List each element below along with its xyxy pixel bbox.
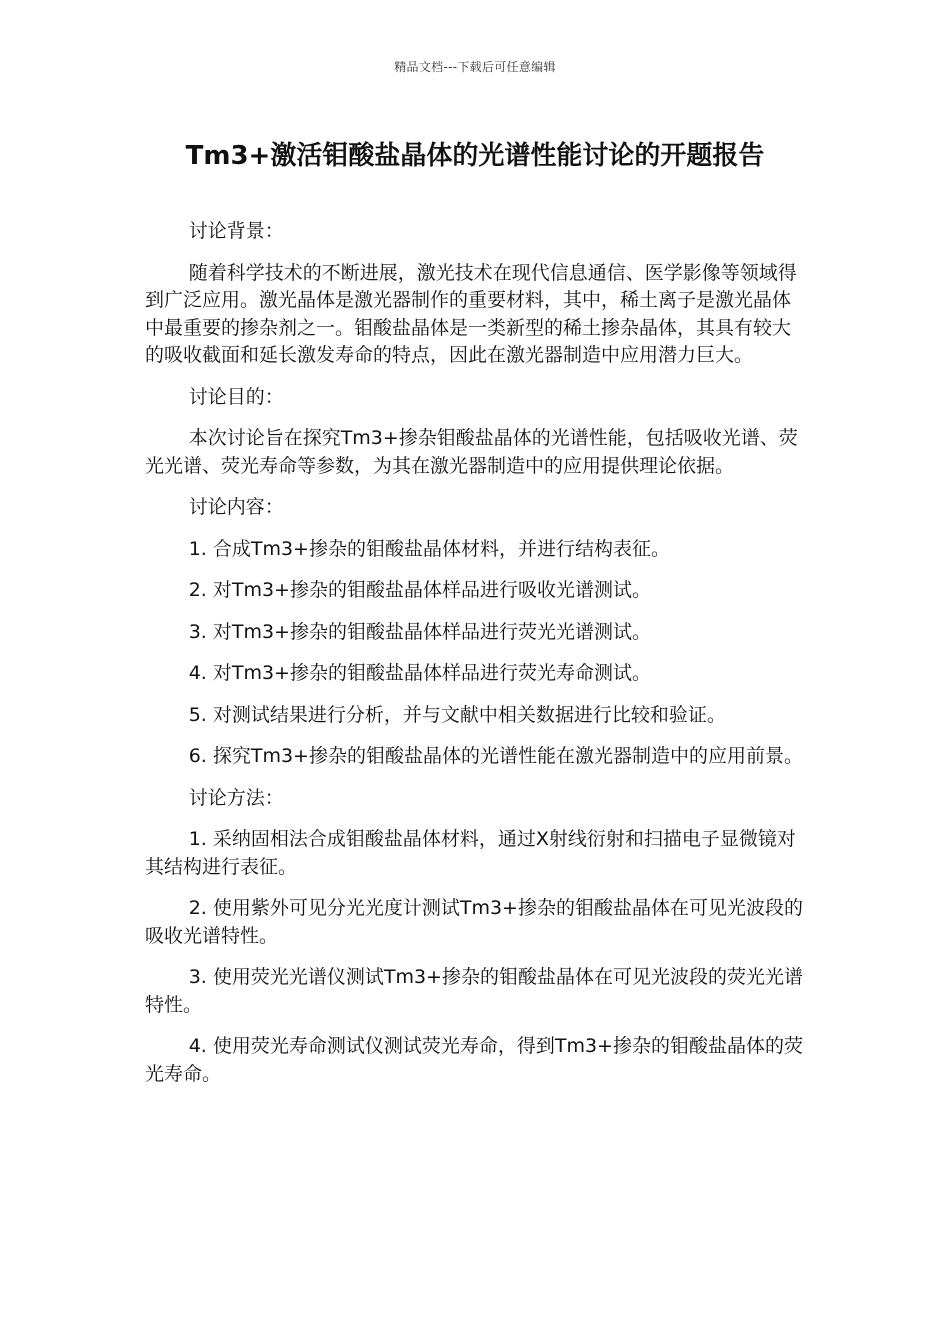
- content-heading: 讨论内容：: [188, 496, 284, 518]
- background-heading: 讨论背景：: [188, 220, 284, 242]
- content-item: 3. 对Tm3+掺杂的钼酸盐晶体样品进行荧光光谱测试。: [188, 620, 651, 643]
- content-item: 4. 对Tm3+掺杂的钼酸盐晶体样品进行荧光寿命测试。: [188, 662, 651, 684]
- document-body: [145, 218, 805, 1088]
- method-heading: 讨论方法：: [188, 786, 284, 809]
- page-header: 精品文档---下载后可任意编辑: [394, 60, 556, 74]
- content-item: 1. 合成Tm3+掺杂的钼酸盐晶体材料，并进行结构表征。: [188, 537, 670, 560]
- purpose-text: 本次讨论旨在探究Tm3+掺杂钼酸盐晶体的光谱性能，包括吸收光谱、荧光光谱、荧光寿命等参数，为其在激光器制造中的应用提供理论依据。: [145, 427, 798, 477]
- method-item: 2. 使用紫外可见分光光度计测试Tm3+掺杂的钼酸盐晶体在可见光波段的吸收光谱特性。: [145, 897, 803, 947]
- content-item: 2. 对Tm3+掺杂的钼酸盐晶体样品进行吸收光谱测试。: [188, 579, 651, 601]
- method-item: 3. 使用荧光光谱仪测试Tm3+掺杂的钼酸盐晶体在可见光波段的荧光光谱特性。: [145, 966, 803, 1016]
- content-item: 6. 探究Tm3+掺杂的钼酸盐晶体的光谱性能在激光器制造中的应用前景。: [188, 745, 803, 767]
- content-item: 5. 对测试结果进行分析，并与文献中相关数据进行比较和验证。: [188, 703, 726, 726]
- method-item: 1. 采纳固相法合成钼酸盐晶体材料，通过X射线衍射和扫描电子显微镜对其结构进行表征。: [145, 828, 796, 878]
- background-text: 随着科学技术的不断进展，激光技术在现代信息通信、医学影像等领域得到广泛应用。激光晶体是激光器制作的重要材料，其中，稀土离子是激光晶体中最重要的掺杂剂之一。钼酸盐晶体是一类新型的稀土掺杂晶体，其具有较大的吸收截面和延长激发寿命的特点，因此在激光器制造中应用潜力巨大。: [145, 261, 797, 366]
- purpose-heading: 讨论目的：: [188, 385, 284, 408]
- document-title: Tm3+激活钼酸盐晶体的光谱性能讨论的开题报告: [185, 141, 765, 171]
- method-item: 4. 使用荧光寿命测试仪测试荧光寿命，得到Tm3+掺杂的钼酸盐晶体的荧光寿命。: [145, 1035, 803, 1085]
